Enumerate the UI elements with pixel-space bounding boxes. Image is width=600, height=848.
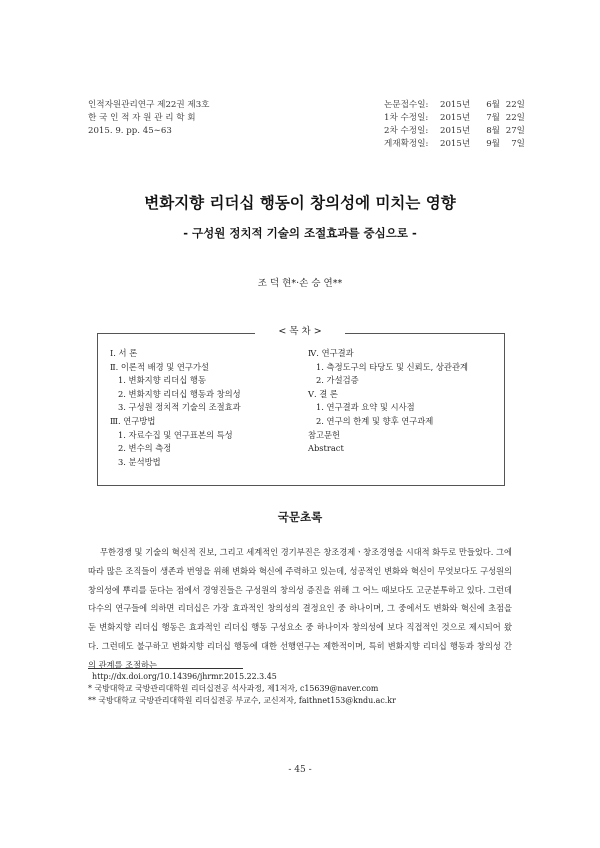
journal-header [88,99,210,138]
abstract-paragraph: 무한경쟁 및 기술의 혁신적 진보, 그리고 세계적인 경기부진은 창조경제ㆍ창조경영을 시대적 화두로 만들었다. 그에 따라 많은 조직들이 생존과 번영을 위해 변화와 혁신에 주력하고 있는데, 성공적인 변화와 혁신이 무엇보다도 구성원의 창의성에 뿌리를 둔다는 점에서 경영진들은 구성원의 창의성 증진을 위해 그 어느 때보다도 고군분투하고 있다. 그런데 다수의 연구들에 의하면 리더십은 가장 효과적인 창의성의 결정요인 중 하나이며, 그 중에서도 변화와 혁신에 초점을 둔 변화지향 리더십 행동은 효과적인 리더십 행동 구성요소 중 하나이자 창의성에 보다 직접적인 것으로 제시되어 왔다. 그런데도 불구하고 변화지향 리더십 행동에 대한 선행연구는 제한적이며, 특히 변화지향 리더십 행동과 창의성 간의 관계를 조절하는 [88,547,512,670]
toc-item: Abstract [308,443,344,454]
toc-item: 1. 연구결과 요약 및 시사점 [316,402,415,413]
abstract-body [88,543,512,675]
paper-title: 변화지향 리더십 행동이 창의성에 미치는 영향 [144,194,456,212]
toc-item: 참고문헌 [308,429,341,440]
toc-label: < 목 차 > [255,323,345,341]
issue-info: 2015. 9. pp. 45∼63 [88,126,172,136]
toc-item: Ⅰ. 서 론 [110,348,138,358]
date-row: 논문접수일: 2015년 6월 22일 [384,100,525,110]
toc-left-column [110,347,241,469]
toc-item: 2. 변수의 측정 [118,443,172,454]
footnotes [88,671,396,707]
date-row: 1차 수정일: 2015년 7월 22일 [384,113,525,123]
doi-link[interactable]: http://dx.doi.org/10.14396/jhrmr.2015.22.3.45 [92,672,277,681]
toc-item: 3. 구성원 정치적 기술의 조절효과 [118,402,241,413]
toc-item: 2. 연구의 한계 및 향후 연구과제 [316,415,434,426]
toc-item: 2. 변화지향 리더십 행동과 창의성 [118,388,241,399]
date-row: 게재확정일: 2015년 9월 7일 [384,139,525,149]
date-row: 2차 수정일: 2015년 8월 27일 [384,126,525,136]
footnote-corresponding-author: ** 국방대학교 국방관리대학원 리더십전공 부교수, 교신저자, faithnet153@kndu.ac.kr [88,696,396,705]
submission-dates [384,99,525,151]
authors: 조 덕 현*·손 승 연** [257,278,343,289]
toc-item: 2. 가설검증 [316,375,359,386]
page-number: - 45 - [288,765,312,775]
abstract-heading: 국문초록 [277,510,323,524]
toc-item: 1. 측정도구의 타당도 및 신뢰도, 상관관계 [316,361,468,372]
footnote-first-author: * 국방대학교 국방관리대학원 리더십전공 석사과정, 제1저자, c15639@naver.com [88,684,379,693]
toc-item: 1. 자료수집 및 연구표본의 특성 [118,429,233,440]
toc-item: Ⅴ. 결 론 [308,388,338,399]
footnote-divider [88,668,243,669]
toc-item: Ⅱ. 이론적 배경 및 연구가설 [110,361,209,372]
society-name: 한 국 인 적 자 원 관 리 학 회 [88,113,196,123]
journal-name: 인적자원관리연구 제22권 제3호 [88,100,210,110]
toc-item: 1. 변화지향 리더십 행동 [118,375,206,386]
toc-item: Ⅳ. 연구결과 [308,348,354,358]
toc-item: Ⅲ. 연구방법 [110,415,156,426]
paper-subtitle: - 구성원 정치적 기술의 조절효과를 중심으로 - [183,226,417,240]
toc-item: 3. 분석방법 [118,456,161,467]
toc-right-column [308,347,468,456]
